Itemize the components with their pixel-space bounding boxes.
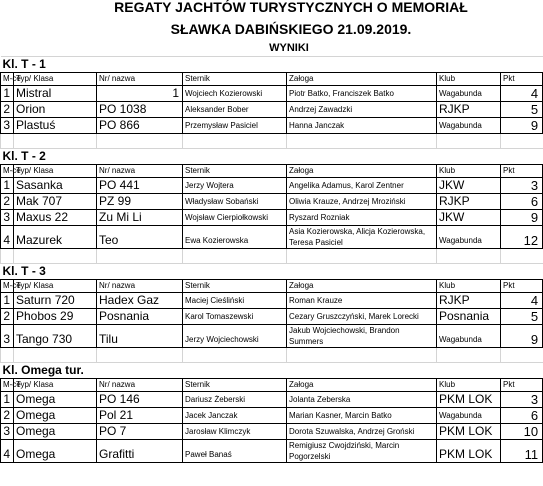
points-cell: 9 xyxy=(501,325,543,348)
number-name-cell: PO 1038 xyxy=(97,102,183,118)
type-cell: Sasanka xyxy=(14,178,97,194)
title-line-1: REGATY JACHTÓW TURYSTYCZNYCH O MEMORIAŁ xyxy=(114,0,468,15)
crew-cell: Jolanta Zeberska xyxy=(287,392,437,408)
table-row xyxy=(1,325,543,348)
column-header: Nr/ nazwa xyxy=(97,379,183,392)
place-cell: 4 xyxy=(1,440,14,463)
points-cell: 10 xyxy=(501,424,543,440)
crew-cell: Piotr Batko, Franciszek Batko xyxy=(287,86,437,102)
number-name-cell: Grafitti xyxy=(97,440,183,463)
points-cell: 9 xyxy=(501,210,543,226)
helmsman-cell: Władysław Sobański xyxy=(183,194,287,210)
column-header: M-ce xyxy=(1,73,14,86)
type-cell: Omega xyxy=(14,424,97,440)
place-cell: 1 xyxy=(1,293,14,309)
column-header: Klub xyxy=(437,379,501,392)
empty-cell xyxy=(501,249,543,264)
section-title: Kl. T - 2 xyxy=(1,149,543,165)
empty-cell xyxy=(183,134,287,149)
table-row xyxy=(1,102,543,118)
empty-cell xyxy=(183,249,287,264)
column-header-row xyxy=(1,379,543,392)
column-header: Nr/ nazwa xyxy=(97,280,183,293)
type-cell: Saturn 720 xyxy=(14,293,97,309)
club-cell: Wagabunda xyxy=(437,325,501,348)
type-cell: Omega xyxy=(14,440,97,463)
place-cell: 4 xyxy=(1,226,14,249)
type-cell: Omega xyxy=(14,392,97,408)
crew-cell: Asia Kozierowska, Alicja Kozierowska, Teresa Pasiciel xyxy=(287,226,437,249)
club-cell: PKM LOK xyxy=(437,440,501,463)
club-cell: RJKP xyxy=(437,194,501,210)
type-cell: Phobos 29 xyxy=(14,309,97,325)
number-name-cell: PO 146 xyxy=(97,392,183,408)
club-cell: RJKP xyxy=(437,102,501,118)
points-cell: 6 xyxy=(501,408,543,424)
section-title-row xyxy=(1,57,543,73)
table-row xyxy=(1,178,543,194)
helmsman-cell: Jarosław Klimczyk xyxy=(183,424,287,440)
place-cell: 3 xyxy=(1,325,14,348)
section-title: Kl. T - 3 xyxy=(1,264,543,280)
column-header-row xyxy=(1,165,543,178)
column-header: Pkt xyxy=(501,379,543,392)
type-cell: Maxus 22 xyxy=(14,210,97,226)
column-header: Sternik xyxy=(183,165,287,178)
helmsman-cell: Jerzy Wojciechowski xyxy=(183,325,287,348)
place-cell: 1 xyxy=(1,178,14,194)
number-name-cell: Posnania xyxy=(97,309,183,325)
helmsman-cell: Ewa Kozierowska xyxy=(183,226,287,249)
helmsman-cell: Przemysław Pasiciel xyxy=(183,118,287,134)
empty-cell xyxy=(437,348,501,363)
helmsman-cell: Jacek Janczak xyxy=(183,408,287,424)
column-header: Sternik xyxy=(183,73,287,86)
points-cell: 12 xyxy=(501,226,543,249)
table-row xyxy=(1,226,543,249)
column-header: Pkt xyxy=(501,165,543,178)
type-cell: Orion xyxy=(14,102,97,118)
number-name-cell: Tilu xyxy=(97,325,183,348)
club-cell: JKW xyxy=(437,210,501,226)
column-header-row xyxy=(1,280,543,293)
type-cell: Tango 730 xyxy=(14,325,97,348)
crew-cell: Marian Kasner, Marcin Batko xyxy=(287,408,437,424)
helmsman-cell: Paweł Banaś xyxy=(183,440,287,463)
type-cell: Omega xyxy=(14,408,97,424)
crew-cell: Cezary Gruszczyński, Marek Lorecki xyxy=(287,309,437,325)
table-row xyxy=(1,424,543,440)
type-cell: Plastuś xyxy=(14,118,97,134)
number-name-cell: Pol 21 xyxy=(97,408,183,424)
column-header: Sternik xyxy=(183,280,287,293)
column-header: Pkt xyxy=(501,73,543,86)
helmsman-cell: Wojciech Kozierowski xyxy=(183,86,287,102)
number-name-cell: 1 xyxy=(97,86,183,102)
spacer-row xyxy=(1,134,543,149)
crew-cell: Ryszard Rozniak xyxy=(287,210,437,226)
points-cell: 5 xyxy=(501,309,543,325)
column-header: Typ/ Klasa xyxy=(14,73,97,86)
place-cell: 3 xyxy=(1,210,14,226)
club-cell: Wagabunda xyxy=(437,226,501,249)
empty-cell xyxy=(501,134,543,149)
table-row xyxy=(1,392,543,408)
column-header: Klub xyxy=(437,280,501,293)
number-name-cell: Teo xyxy=(97,226,183,249)
empty-cell xyxy=(14,134,97,149)
column-header: M-ce xyxy=(1,379,14,392)
number-name-cell: Hadex Gaz xyxy=(97,293,183,309)
title-line-2: SŁAWKA DABIŃSKIEGO 21.09.2019. xyxy=(170,21,412,37)
spacer-row xyxy=(1,348,543,363)
column-header: Pkt xyxy=(501,280,543,293)
helmsman-cell: Maciej Cieśliński xyxy=(183,293,287,309)
place-cell: 1 xyxy=(1,86,14,102)
section-title-row xyxy=(1,149,543,165)
points-cell: 5 xyxy=(501,102,543,118)
column-header: Załoga xyxy=(287,73,437,86)
empty-cell xyxy=(501,348,543,363)
crew-cell: Roman Krauze xyxy=(287,293,437,309)
crew-cell: Remigiusz Cwojdziński, Marcin Pogorzelski xyxy=(287,440,437,463)
empty-cell xyxy=(437,134,501,149)
column-header: Klub xyxy=(437,73,501,86)
empty-cell xyxy=(97,249,183,264)
place-cell: 3 xyxy=(1,118,14,134)
column-header: M-ce xyxy=(1,165,14,178)
club-cell: Wagabunda xyxy=(437,86,501,102)
type-cell: Mak 707 xyxy=(14,194,97,210)
number-name-cell: PZ 99 xyxy=(97,194,183,210)
type-cell: Mistral xyxy=(14,86,97,102)
club-cell: Wagabunda xyxy=(437,408,501,424)
helmsman-cell: Wojsław Cierpiołkowski xyxy=(183,210,287,226)
column-header: Typ/ Klasa xyxy=(14,280,97,293)
column-header: M-ce xyxy=(1,280,14,293)
section-title: Kl. T - 1 xyxy=(1,57,543,73)
points-cell: 3 xyxy=(501,178,543,194)
table-row xyxy=(1,408,543,424)
empty-cell xyxy=(1,348,14,363)
place-cell: 2 xyxy=(1,408,14,424)
empty-cell xyxy=(287,348,437,363)
club-cell: RJKP xyxy=(437,293,501,309)
empty-cell xyxy=(97,348,183,363)
place-cell: 2 xyxy=(1,309,14,325)
points-cell: 11 xyxy=(501,440,543,463)
number-name-cell: PO 866 xyxy=(97,118,183,134)
crew-cell: Hanna Janczak xyxy=(287,118,437,134)
helmsman-cell: Dariusz Żeberski xyxy=(183,392,287,408)
empty-cell xyxy=(287,249,437,264)
place-cell: 1 xyxy=(1,392,14,408)
crew-cell: Angelika Adamus, Karol Zentner xyxy=(287,178,437,194)
place-cell: 3 xyxy=(1,424,14,440)
column-header: Załoga xyxy=(287,165,437,178)
number-name-cell: PO 441 xyxy=(97,178,183,194)
points-cell: 4 xyxy=(501,293,543,309)
column-header: Klub xyxy=(437,165,501,178)
place-cell: 2 xyxy=(1,194,14,210)
empty-cell xyxy=(1,249,14,264)
crew-cell: Oliwia Krauze, Andrzej Mroziński xyxy=(287,194,437,210)
results-subtitle: WYNIKI xyxy=(269,42,309,54)
points-cell: 4 xyxy=(501,86,543,102)
column-header: Załoga xyxy=(287,379,437,392)
table-row xyxy=(1,440,543,463)
spacer-row xyxy=(1,249,543,264)
empty-cell xyxy=(14,249,97,264)
empty-cell xyxy=(183,348,287,363)
type-cell: Mazurek xyxy=(14,226,97,249)
club-cell: Wagabunda xyxy=(437,118,501,134)
empty-cell xyxy=(287,134,437,149)
points-cell: 3 xyxy=(501,392,543,408)
place-cell: 2 xyxy=(1,102,14,118)
number-name-cell: Zu Mi Li xyxy=(97,210,183,226)
section-title-row xyxy=(1,264,543,280)
column-header: Sternik xyxy=(183,379,287,392)
section-title: Kl. Omega tur. xyxy=(1,363,543,379)
empty-cell xyxy=(14,348,97,363)
column-header: Typ/ Klasa xyxy=(14,165,97,178)
points-cell: 6 xyxy=(501,194,543,210)
empty-cell xyxy=(97,134,183,149)
number-name-cell: PO 7 xyxy=(97,424,183,440)
club-cell: PKM LOK xyxy=(437,392,501,408)
table-row xyxy=(1,293,543,309)
table-row xyxy=(1,210,543,226)
empty-cell xyxy=(437,249,501,264)
helmsman-cell: Aleksander Bober xyxy=(183,102,287,118)
club-cell: PKM LOK xyxy=(437,424,501,440)
column-header-row xyxy=(1,73,543,86)
table-row xyxy=(1,309,543,325)
column-header: Nr/ nazwa xyxy=(97,165,183,178)
table-row xyxy=(1,118,543,134)
crew-cell: Andrzej Zawadzki xyxy=(287,102,437,118)
crew-cell: Jakub Wojciechowski, Brandon Summers xyxy=(287,325,437,348)
column-header: Załoga xyxy=(287,280,437,293)
section-title-row xyxy=(1,363,543,379)
column-header: Nr/ nazwa xyxy=(97,73,183,86)
crew-cell: Dorota Szuwalska, Andrzej Groński xyxy=(287,424,437,440)
helmsman-cell: Jerzy Wojtera xyxy=(183,178,287,194)
helmsman-cell: Karol Tomaszewski xyxy=(183,309,287,325)
points-cell: 9 xyxy=(501,118,543,134)
column-header: Typ/ Klasa xyxy=(14,379,97,392)
table-row xyxy=(1,86,543,102)
table-row xyxy=(1,194,543,210)
empty-cell xyxy=(1,134,14,149)
results-table xyxy=(0,56,543,463)
club-cell: JKW xyxy=(437,178,501,194)
club-cell: Posnania xyxy=(437,309,501,325)
results-sheet xyxy=(0,56,542,463)
